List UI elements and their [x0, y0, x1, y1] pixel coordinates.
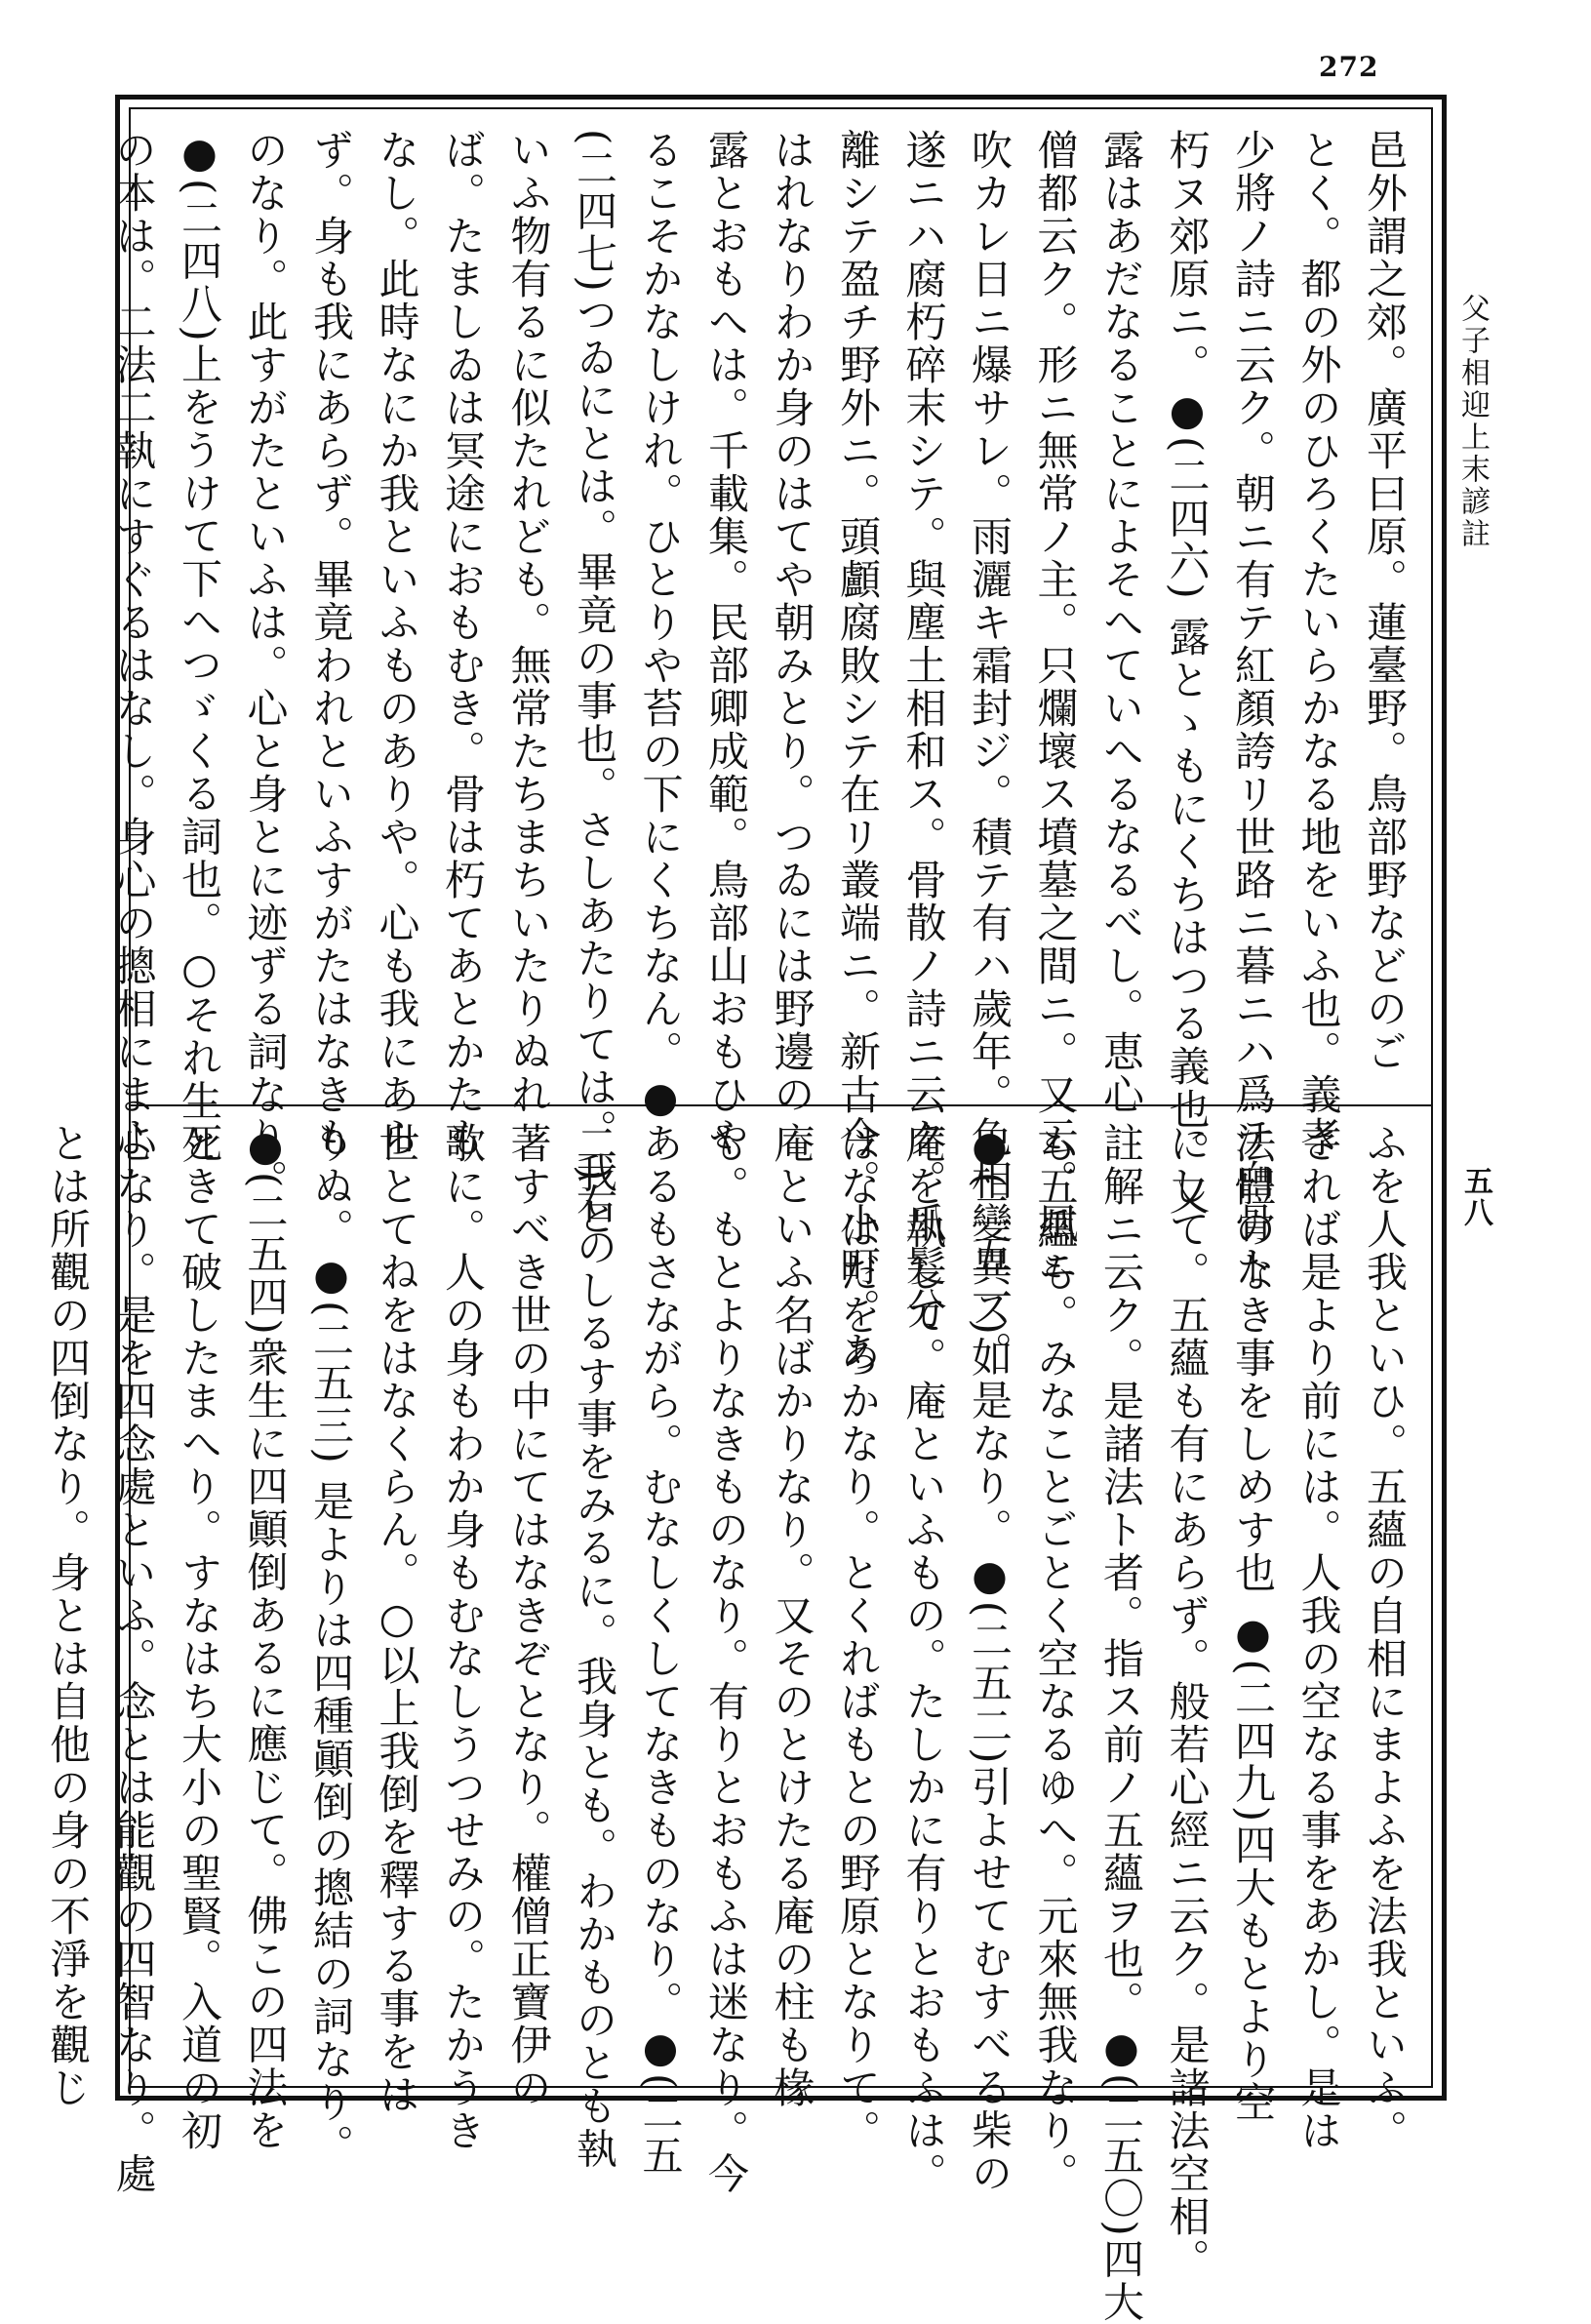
text-column: りぬ。●(二五三) 是よりは四種顚倒の摠結の詞なり。	[307, 1122, 355, 2168]
text-column: ときて破したまへり。すなはち大小の聖賢。入道の初	[176, 1122, 223, 2152]
text-column: 庵を執して。庵といふもの。たしかに有りとおもふは。	[899, 1122, 948, 2195]
text-column: あるもさながら。むなしくしてなきものなり。●(二五	[636, 1122, 685, 2178]
text-column: ず。身も我にあらず。畢竟われといふすがたはなきも	[307, 129, 355, 1159]
text-column: 邑外謂之郊。廣平曰原。蓮臺野。鳥部野などのご	[1361, 129, 1409, 1073]
text-column: ●(二五四)衆生に四顚倒あるに應じて。佛この四法を	[241, 1122, 290, 2152]
text-column: 著すべき世の中にてはなきぞとなり。權僧正寶伊の	[504, 1122, 553, 2109]
text-column: にして。五蘊も有にあらず。般若心經ニ云ク。是諸法空相。	[1163, 1122, 1212, 2281]
text-column: も五蘊も。みなことごとく空なるゆへ。元來無我なり。	[1031, 1122, 1080, 2195]
text-column: (二四七)つゐにとは。畢竟の事也。さしあたりては。我と	[571, 129, 618, 1238]
page-number: 272	[1319, 51, 1379, 83]
text-column: とは所觀の四倒なり。身とは自他の身の不淨を觀じ	[44, 1122, 92, 2109]
text-column: 世とてねをはなくらん。○以上我倒を釋する事をは	[373, 1122, 421, 2116]
text-column: 離シテ盈チ野外ニ。頭顱腐敗シテ在リ叢端ニ。新古今。小町。あ	[834, 129, 882, 1374]
folio: 五八	[1458, 1166, 1492, 1228]
text-column: はなはだをろかなり。とくればもとの野原となりて。	[834, 1122, 882, 2152]
text-column: ●(二五一)如是なり。●(二五二)引よせてむすべる柴の	[966, 1122, 1014, 2195]
text-column: 註解ニ云ク。是諸法ト者。指ス前ノ五蘊ヲ也。●(二五〇)四大	[1097, 1122, 1145, 2324]
text-column: 僧都云ク。形ニ無常ノ主。只爛壞ス墳墓之間ニ。又云。風ニ	[1031, 129, 1080, 1288]
text-column: 朽ヌ郊原ニ。●(二四六) 露とゝもにくちはつる義也。又	[1163, 129, 1212, 1218]
text-column: 二)右のしるす事をみるに。我身とも。わかものとも執	[571, 1122, 618, 2171]
text-column: いふ物有るに似たれども。無常たちまちいたりぬれ	[504, 129, 553, 1116]
text-column: とく。都の外のひろくたいらかなる地をいふ也。義孝	[1294, 129, 1343, 1159]
text-column: されば是より前には。人我の空なる事をあかし。是は	[1294, 1122, 1343, 2152]
text-column: 歌に。人の身もわか身もむなしうつせみの。たかうき	[439, 1122, 487, 2152]
text-column: 露とおもへは。千載集。民部卿成範。鳥部山おもひや	[702, 129, 750, 1159]
text-column: 吹カレ日ニ爆サレ。雨灑キ霜封ジ。積テ有ハ歲年。色相變異ス。	[966, 129, 1014, 1374]
text-column: 遂ニハ腐朽碎末シテ。與塵土相和ス。骨散ノ詩ニ云ク。爪髮分	[899, 129, 948, 1331]
text-column: のなり。此すがたといふは。心と身とに迹ずる詞なり。	[241, 129, 290, 1202]
bottom-text-panel	[44, 1122, 1417, 2324]
text-column: 法體のなき事をしめす也 ●(二四九)四大もとより空	[1229, 1122, 1277, 2125]
text-column: の本は。二法二執にすぐるはなし。身心の摠相にまよ	[109, 129, 158, 1159]
text-column: るこそかなしけれ。ひとりや苔の下にくちなん。●	[636, 129, 685, 1123]
text-column: ふを人我といひ。五蘊の自相にまよふを法我といふ。	[1361, 1122, 1409, 2152]
top-text-panel	[109, 129, 1417, 1374]
running-head: 父子相迎上末諺註	[1455, 293, 1490, 550]
text-column: も。もとよりなきものなり。有りとおもふは迷なり。今	[702, 1122, 750, 2195]
text-column: ば。たましゐは冥途におもむき。骨は朽てあとかたも	[439, 129, 487, 1159]
text-column: 心なり。是を四念處といふ。念とは能觀の四智なり。處	[109, 1122, 158, 2195]
text-column: はれなりわか身のはてや朝みとり。つゐには野邊の	[768, 129, 816, 1116]
text-column: なし。此時なにか我といふものありや。心も我にあら	[373, 129, 421, 1159]
text-column: 庵といふ名ばかりなり。又そのとけたる庵の柱も椽	[768, 1122, 816, 2109]
text-column: 露はあだなることによそへていへるなるべし。恵心	[1097, 129, 1145, 1116]
text-column: 少將ノ詩ニ云ク。朝ニ有テ紅顏誇リ世路ニ暮ニハ爲テ白骨ト	[1229, 129, 1277, 1288]
text-column: ●(二四八)上をうけて下へつゞくる詞也。○それ生死	[176, 129, 223, 1166]
